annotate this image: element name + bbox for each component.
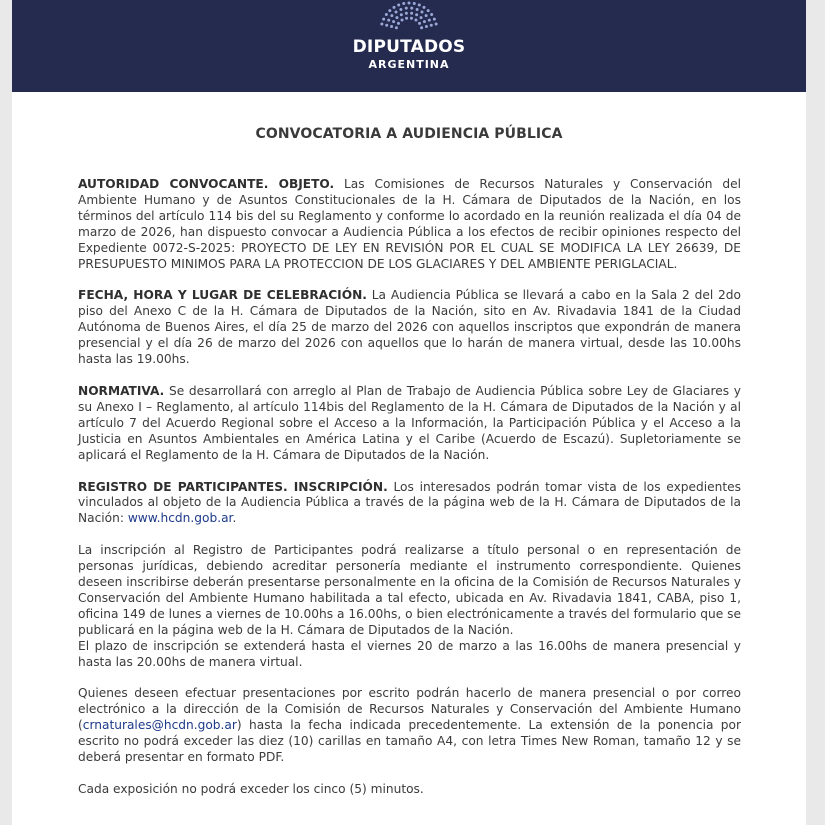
seat-dot bbox=[427, 9, 430, 12]
seat-dot bbox=[390, 14, 393, 17]
chamber-seats-icon bbox=[364, 0, 454, 34]
seat-dot bbox=[430, 13, 433, 16]
section-registro bbox=[78, 480, 741, 528]
section-heading: FECHA, HORA Y LUGAR DE CELEBRACIÓN. bbox=[78, 288, 367, 303]
submissions-text: Quienes deseen efectuar presentaciones por escrito podrán hacerlo de manera presencial o por correo electrónico a la dirección de la Comisión de Recursos Naturales y Conservación del Ambiente Humano ( bbox=[78, 686, 741, 733]
section-normativa bbox=[78, 384, 741, 464]
logo-title: DIPUTADOS bbox=[352, 37, 466, 57]
seat-dot bbox=[382, 18, 385, 21]
seat-dot bbox=[392, 20, 395, 23]
section-heading: AUTORIDAD CONVOCANTE. OBJETO. bbox=[78, 177, 335, 191]
section-heading: NORMATIVA. bbox=[78, 383, 165, 398]
seat-dot bbox=[418, 3, 421, 6]
seat-dot bbox=[410, 12, 413, 15]
section-fecha bbox=[78, 288, 741, 368]
diputados-logo bbox=[347, 0, 471, 80]
seat-dot bbox=[423, 20, 426, 23]
section-text: Se desarrollará con arreglo al Plan de Trabajo de Audiencia Pública sobre Ley de Glaciares y su Anexo I – Reglamento, al artículo 114bis del Reglamento de la H. Cámara de Diputados de la Nación y al artículo 7 del Acuerdo Regional sobre el Acceso a la Información, la Participación Pública y el Acceso a la Justicia en Asuntos Ambientales en América Latina y el Caribe (Acuerdo de Escazú). Supletoriamente se aplicará el Reglamento de la H. Cámara de Diputados de la Nación. bbox=[78, 383, 741, 462]
document-page bbox=[12, 0, 806, 825]
seat-dot bbox=[402, 2, 405, 5]
seat-dot bbox=[410, 17, 413, 20]
seat-dot bbox=[401, 19, 404, 22]
seat-dot bbox=[395, 16, 398, 19]
document-title: CONVOCATORIA A AUDIENCIA PÚBLICA bbox=[255, 126, 563, 142]
seat-dot bbox=[428, 19, 431, 22]
seat-dot bbox=[423, 6, 426, 9]
inscription-paragraph: La inscripción al Registro de Participantes podrá realizarse a título personal o en representación de personas jurídicas, debiendo acreditar personería mediante el instrumento correspondiente. Quienes deseen inscribirse deberán presentarse personalmente en la oficina de la Comisión de Recursos Naturales y Conservación del Ambiente Humano habilitada a tal efecto, ubicada en Av. Rivadavia 1841, CABA, piso 1, oficina 149 de lunes a viernes de 10.00hs a 16.00hs, o bien electrónicamente a través del formulario que se publicará en la página web de la H. Cámara de Diputados de la Nación. bbox=[78, 543, 741, 637]
section-heading: REGISTRO DE PARTICIPANTES. INSCRIPCIÓN. bbox=[78, 479, 388, 494]
seat-dot bbox=[405, 7, 408, 10]
deadline-paragraph: El plazo de inscripción se extenderá hasta el viernes 20 de marzo a las 16.00hs de manera presencial y hasta las 20.00hs de manera virtual. bbox=[78, 638, 741, 669]
header-banner bbox=[12, 0, 806, 92]
seat-dot bbox=[400, 13, 403, 16]
seat-dot bbox=[435, 23, 438, 26]
seat-dot bbox=[405, 17, 408, 20]
seat-dot bbox=[397, 22, 400, 25]
seat-dot bbox=[390, 25, 393, 28]
seat-dot bbox=[420, 16, 423, 19]
logo-subtitle: ARGENTINA bbox=[368, 58, 450, 71]
document-body bbox=[78, 177, 741, 814]
email-link[interactable]: crnaturales@hcdn.gob.ar bbox=[82, 718, 237, 733]
seat-dot bbox=[380, 23, 383, 26]
seat-dot bbox=[405, 12, 408, 15]
seat-dot bbox=[420, 11, 423, 14]
seat-dot bbox=[399, 8, 402, 11]
section-text: La Audiencia Pública se llevará a cabo en la Sala 2 del 2do piso del Anexo C de la H. Cámara de Diputados de la Nación, sito en Av. Rivadavia 1841 de la Ciudad Autónoma de Buenos Aires, el día 25 de marzo del 2026 con aquellos inscriptos que expondrán de manera presencial y el día 26 de marzo del 2026 con aquellos que lo harán de manera virtual, desde las 10.00hs hasta las 19.00hs. bbox=[78, 288, 741, 367]
seat-dot bbox=[425, 14, 428, 17]
seat-dot bbox=[408, 2, 411, 5]
seat-dot bbox=[416, 8, 419, 11]
seat-dot bbox=[433, 18, 436, 21]
seat-dot bbox=[385, 13, 388, 16]
seat-dot bbox=[385, 24, 388, 27]
seat-dot bbox=[414, 19, 417, 22]
seat-dot bbox=[395, 11, 398, 14]
seat-dot bbox=[415, 13, 418, 16]
seat-dot bbox=[387, 19, 390, 22]
seat-dot bbox=[425, 25, 428, 28]
seat-dot bbox=[420, 26, 423, 29]
seat-dot bbox=[395, 26, 398, 29]
seat-dot bbox=[388, 9, 391, 12]
seat-dot bbox=[397, 3, 400, 6]
seat-dot bbox=[393, 6, 396, 9]
section-text: Las Comisiones de Recursos Naturales y Conservación del Ambiente Humano y de Asuntos Constitucionales de la H. Cámara de Diputados de la Nación, en los términos del artículo 114 bis del su Reglamento y conforme lo acordado en la reunión realizada el día 04 de marzo de 2026, han dispuesto convocar a Audiencia Pública a los efectos de recibir opiniones respecto del Expediente 0072-S-2025: PROYECTO DE LEY EN REVISIÓN POR EL CUAL SE MODIFICA LA LEY 26639, DE PRESUPUESTO MINIMOS PARA LA PROTECCION DE LOS GLACIARES Y DEL AMBIENTE PERIGLACIAL. bbox=[78, 177, 742, 271]
seat-dot bbox=[418, 22, 421, 25]
seat-dot bbox=[430, 24, 433, 27]
section-autoridad bbox=[78, 177, 741, 272]
time-limit-paragraph: Cada exposición no podrá exceder los cinco (5) minutos. bbox=[78, 782, 424, 796]
written-submissions-paragraph bbox=[78, 686, 741, 766]
website-link[interactable]: www.hcdn.gob.ar bbox=[127, 511, 233, 526]
submissions-text-end: ) hasta la fecha indicada precedentemente. La extensión de la ponencia por escrito no podrá exceder las diez (10) carillas en tamaño A4, con letra Times New Roman, tamaño 12 y se deberá presentar en formato PDF. bbox=[78, 718, 741, 765]
seat-dot bbox=[410, 7, 413, 10]
section-text-end: . bbox=[232, 511, 237, 526]
section-text: Los interesados podrán tomar vista de los expedientes vinculados al objeto de la Audiencia Pública a través de la página web de la H. Cámara de Diputados de la Nación: bbox=[78, 479, 741, 526]
seat-dot bbox=[413, 2, 416, 5]
